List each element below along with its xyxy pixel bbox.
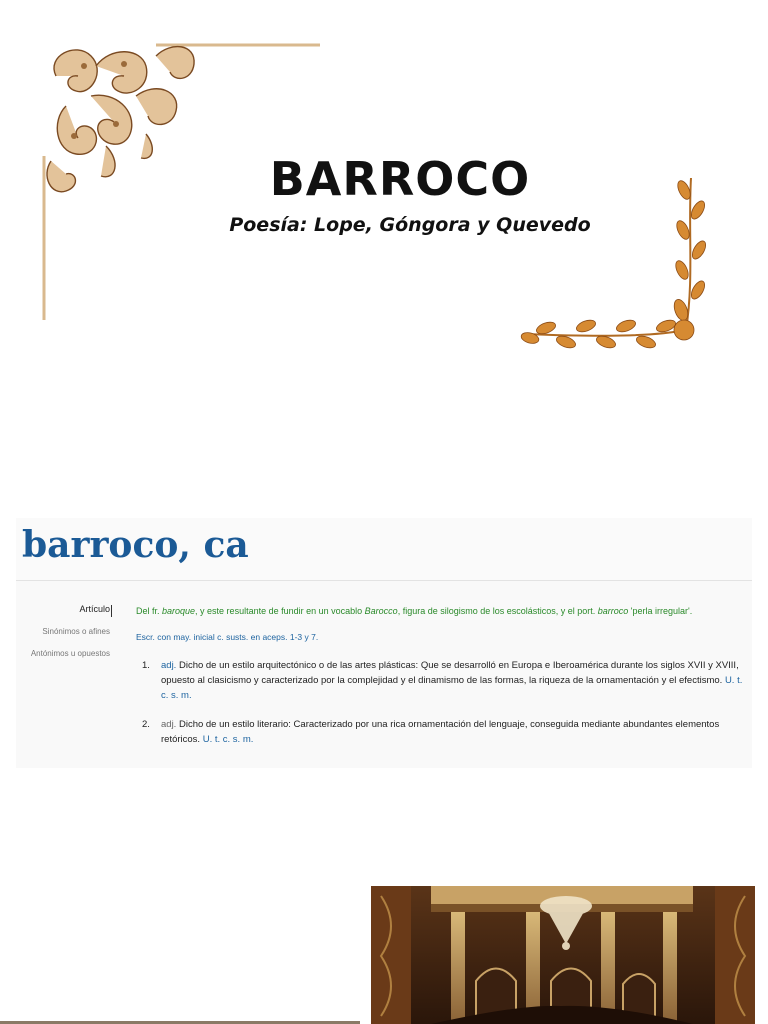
active-nav-indicator — [111, 605, 112, 617]
entry-nav — [16, 604, 110, 671]
etymology — [136, 606, 748, 616]
sense-number: 2. — [142, 719, 150, 730]
sense-definition: Dicho de un estilo arquitectónico o de las artes plásticas: Que se desarrolló en Europa e Iberoamérica durante los siglos XVII y XVIII, opuesto al clasicismo y caracterizado por la complejidad y el dinamismo de las formas, la riqueza de la ornamentación y el efectismo. — [161, 660, 739, 686]
etymology-word: barroco — [597, 606, 629, 616]
slide-title: BARROCO — [269, 152, 531, 206]
sense-1 — [136, 658, 748, 703]
ornamental-corner-bottom-right — [516, 170, 712, 356]
grammar-abbr[interactable]: adj. — [161, 660, 177, 671]
etymology-text: Del fr. — [136, 606, 163, 616]
etymology-text: 'perla irregular'. — [628, 606, 693, 616]
entry-body — [136, 606, 748, 761]
etymology-text: , y este resultante de fundir en un vocablo — [195, 606, 365, 616]
sense-definition: Dicho de un estilo literario: Caracterizado por una rica ornamentación del lenguaje, conseguida mediante abundantes elementos retóricos. — [161, 719, 720, 745]
nav-item-antonimos[interactable]: Antónimos u opuestos — [30, 649, 110, 658]
slide-subtitle: Poesía: Lope, Góngora y Quevedo — [229, 214, 591, 236]
headword: barroco, ca — [22, 524, 249, 566]
etymology-word: baroque — [162, 606, 196, 616]
usage-abbr[interactable]: U. t. c. s. m. — [202, 734, 254, 745]
usage-note: Escr. con may. inicial c. susts. en aceps. 1-3 y 7. — [136, 632, 319, 642]
nav-item-articulo[interactable]: Artículo — [79, 604, 110, 614]
etymology-text: , figura de silogismo de los escolásticos, y el port. — [397, 606, 598, 616]
nav-item-sinonimos[interactable]: Sinónimos o afines — [42, 627, 110, 636]
sense-number: 1. — [142, 660, 150, 671]
baroque-interior-photo — [371, 886, 755, 1024]
etymology-word: Barocco — [364, 606, 398, 616]
title-slide — [0, 0, 768, 400]
usage-abbr[interactable]: U. t. c. s. m. — [161, 675, 743, 701]
grammar-abbr[interactable]: adj. — [161, 719, 177, 730]
dictionary-entry — [16, 518, 752, 768]
sense-2 — [136, 717, 748, 747]
dictionary-header — [16, 518, 752, 581]
